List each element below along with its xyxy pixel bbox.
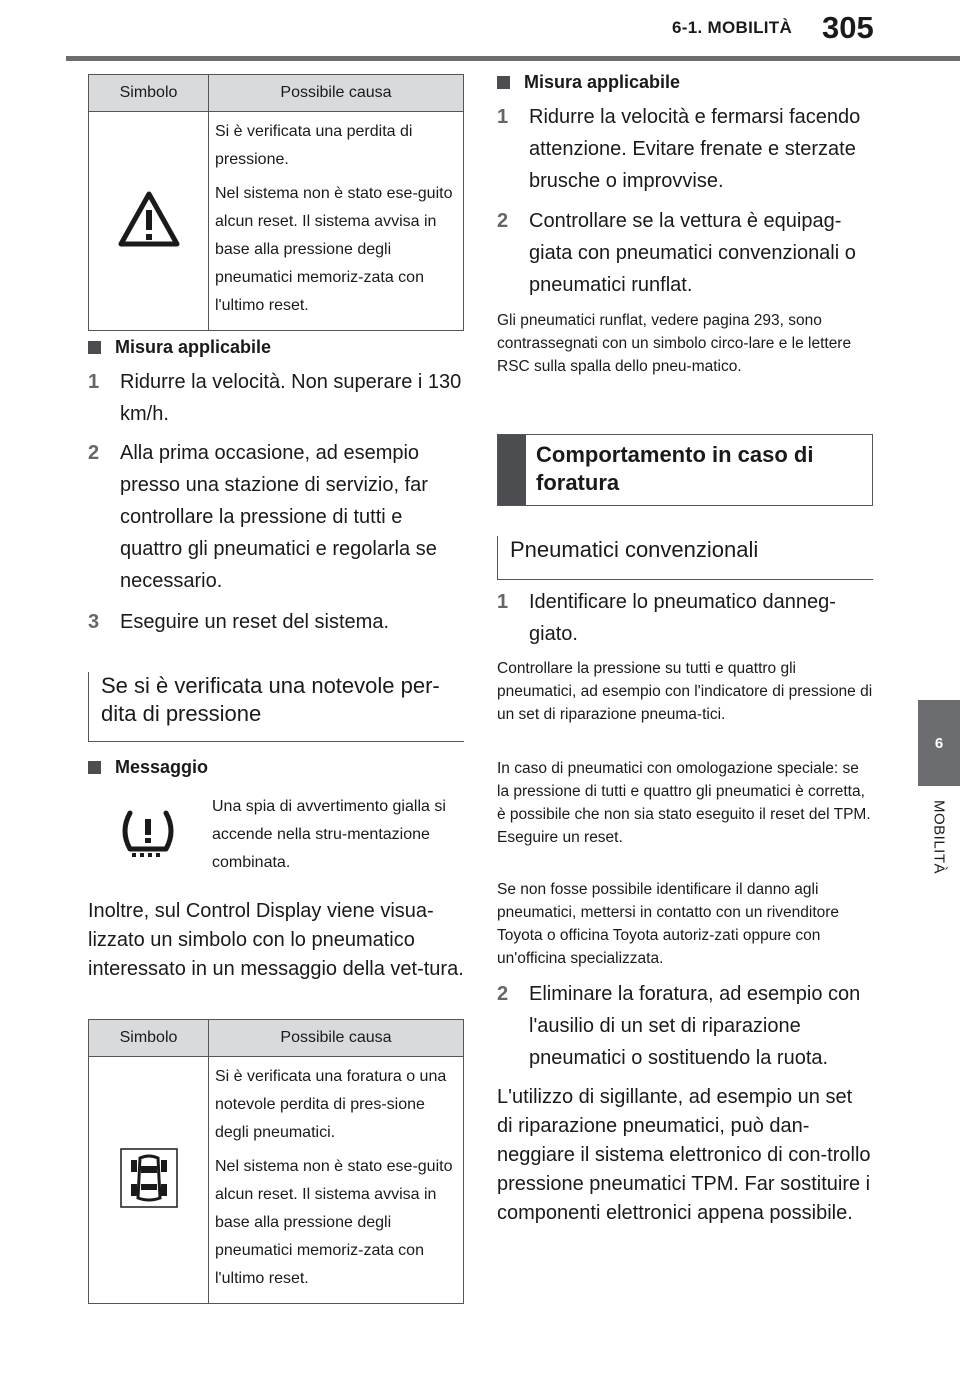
warning-triangle-icon [117,190,181,248]
car-tires-icon [120,1148,178,1208]
cause-text: Si è verificata una foratura o una notevole perdita di pres-sione degli pneumatici. [215,1068,447,1141]
step-item: 2 Alla prima occasione, ad esempio presso una stazione di servizio, far controllare la pressione di tutti e quattro gli pneumatici e regolarla se necessario. [88,442,437,592]
runflat-note: Gli pneumatici runflat, vedere pagina 293, sono contrassegnati con un simbolo circo-lare e le lettere RSC sulla spalla dello pneu-matico. [497,312,852,375]
message-text: Una spia di avvertimento gialla si accende nella stru-mentazione combinata. [212,798,446,871]
tire-pressure-warning-icon [116,807,180,863]
bullet-square [88,341,101,354]
heading-bar [498,435,526,505]
symbol-table-2 [88,1019,464,1304]
bullet-square [88,761,101,774]
step-item: 2 Controllare se la vettura è equipag-giata con pneumatici convenzionali o pneumatici runflat. [497,210,856,296]
table-header-symbol: Simbolo [89,75,209,112]
puncture-heading-box [497,434,873,506]
note-text: In caso di pneumatici con omologazione speciale: se la pressione di tutti e quattro gli pneumatici è corretta, è possibile che non sia stato eseguito il reset del TPM. Eseguire un reset. [497,760,871,846]
step-item: 1 Ridurre la velocità. Non superare i 130 km/h. [88,371,462,425]
table-header-cause: Possibile causa [209,1020,464,1057]
page-number: 305 [822,10,874,45]
chapter-label: MOBILITÀ [930,800,948,875]
note-text: Se non fosse possibile identificare il danno agli pneumatici, mettersi in contatto con un rivenditore Toyota o officina Toyota autoriz-zati oppure con un'officina specializzata. [497,881,840,967]
chapter-tab: 6 [918,700,960,786]
message-paragraph: Inoltre, sul Control Display viene visua-lizzato un simbolo con lo pneumatico interessato in un messaggio della vet-tura. [88,900,464,980]
cause-text: Si è verificata una perdita di pressione. [215,123,413,168]
symbol-cell [89,1057,209,1304]
puncture-heading: Comportamento in caso di foratura [536,442,814,495]
message-icon-cell [88,793,208,877]
symbol-table-1 [88,74,464,331]
section-title: 6-1. MOBILITÀ [672,18,793,37]
step-item: 3 Eseguire un reset del sistema. [88,611,390,633]
closing-paragraph: L'utilizzo di sigillante, ad esempio un set di riparazione pneumatici, può dan-neggiare il sistema elettronico di con-trollo pressione pneumatici TPM. Far sostituire i componenti elettronici appena possibile. [497,1086,871,1224]
cause-cell [209,1057,464,1304]
table-header-symbol: Simbolo [89,1020,209,1057]
symbol-cell [89,112,209,331]
step-item: 2 Eliminare la foratura, ad esempio con l'ausilio di un set di riparazione pneumatici o sostituendo la ruota. [497,983,861,1069]
bullet-square [497,76,510,89]
step-item: 1 Ridurre la velocità e fermarsi facendo attenzione. Evitare frenate e sterzate brusche o improvvise. [497,106,861,192]
table-header-cause: Possibile causa [209,75,464,112]
measure-heading: Misura applicabile [497,72,680,93]
note-text: Controllare la pressione su tutti e quattro gli pneumatici, ad esempio con l'indicatore di pressione di un set di riparazione pneuma-tici. [497,660,873,723]
header-rule [66,56,960,61]
cause-cell [209,112,464,331]
message-row [88,793,464,877]
step-item: 1 Identificare lo pneumatico danneg-giato. [497,591,836,645]
cause-text: Nel sistema non è stato ese-guito alcun reset. Il sistema avvisa in base alla pressione degli pneumatici memoriz-zata con l'ultimo reset. [215,185,453,314]
measure-heading: Misura applicabile [88,337,271,358]
message-heading: Messaggio [88,757,208,778]
subsection-heading: Pneumatici convenzionali [497,536,873,580]
section-heading: Se si è verificata una notevole per-dita di pressione [88,672,464,742]
cause-text: Nel sistema non è stato ese-guito alcun reset. Il sistema avvisa in base alla pressione degli pneumatici memoriz-zata con l'ultimo reset. [215,1158,453,1287]
